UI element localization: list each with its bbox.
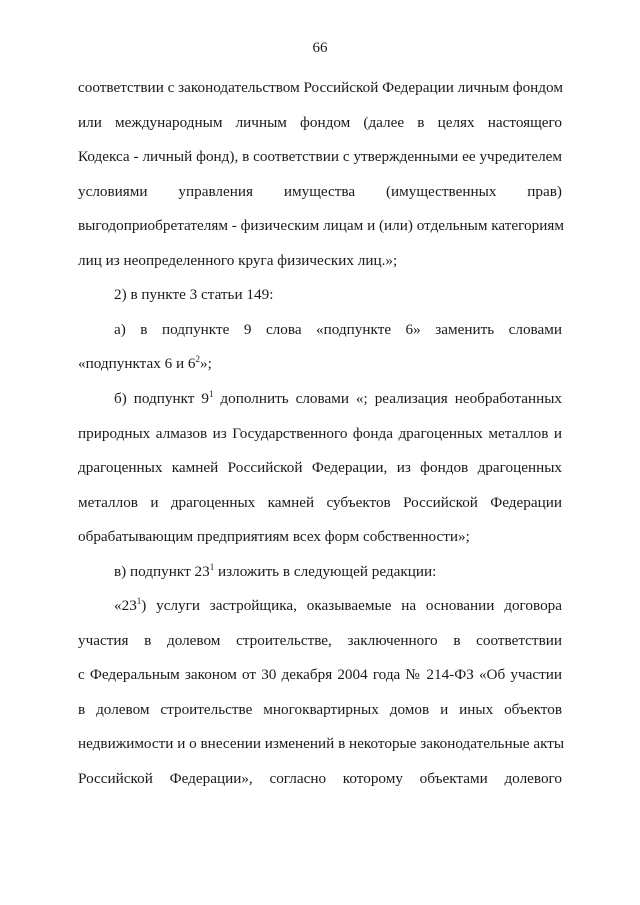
page-number: 66	[312, 40, 328, 56]
text-line	[78, 665, 562, 685]
text-line	[78, 78, 562, 98]
text-line-content: или международным личным фондом (далее в целях настоящего	[78, 113, 562, 131]
text-line-content: б) подпункт 9	[114, 389, 209, 407]
text-line-content: а) в подпункте 9 слова «подпункте 6» заменить словами	[114, 320, 562, 338]
text-line	[114, 596, 562, 616]
text-line	[78, 424, 562, 444]
text-line-content: обрабатывающим предприятиям всех форм собственности»;	[78, 528, 470, 546]
text-line-content: драгоценных камней Российской Федерации, из фондов драгоценных	[78, 459, 562, 476]
text-line-content: «подпунктах 6 и 6	[78, 355, 196, 373]
text-line-content: участия в долевом строительстве, заключенного в соответствии	[78, 631, 562, 649]
text-line	[78, 182, 562, 202]
text-line	[114, 389, 562, 409]
text-line-content: в) подпункт 23	[114, 562, 210, 580]
text-line	[78, 458, 562, 478]
superscript: 2	[195, 354, 200, 365]
text-line	[114, 562, 562, 582]
text-line-continuation: ) услуги застройщика, оказываемые на основании договора	[141, 597, 562, 615]
text-line-content: с Федеральным законом от 30 декабря 2004 года № 214-ФЗ «Об участии	[78, 666, 562, 684]
text-line	[78, 251, 562, 271]
superscript: 1	[136, 596, 142, 607]
text-line-content: Российской Федерации», согласно которому объектами долевого	[78, 770, 562, 787]
text-line	[78, 216, 562, 236]
text-line-content: «23	[114, 597, 137, 615]
text-line	[78, 527, 562, 547]
text-line-content: условиями управления имущества (имущественных прав)	[78, 182, 562, 200]
text-line-continuation: изложить в следующей редакции:	[214, 562, 437, 580]
text-line	[78, 354, 562, 374]
text-line	[78, 769, 562, 789]
text-line-content: соответствии с законодательством Российской Федерации личным фондом	[78, 79, 563, 96]
superscript: 1	[209, 561, 215, 572]
text-line-continuation: »;	[200, 355, 212, 373]
superscript: 1	[208, 388, 214, 399]
text-line-content: выгодоприобретателям - физическим лицам и (или) отдельным категориям	[78, 217, 564, 235]
text-line-continuation: дополнить словами «; реализация необработанных	[213, 389, 562, 407]
text-line	[78, 734, 565, 754]
text-line	[78, 147, 562, 167]
text-line-content: Кодекса - личный фонд), в соответствии с утвержденными ее учредителем	[78, 148, 562, 166]
text-line	[78, 113, 562, 133]
text-line	[78, 700, 562, 720]
text-line	[114, 320, 562, 340]
text-line	[114, 285, 562, 305]
text-line-content: природных алмазов из Государственного фонда драгоценных металлов и	[78, 424, 562, 442]
text-line-content: в долевом строительстве многоквартирных домов и иных объектов	[78, 700, 562, 718]
text-line-content: недвижимости и о внесении изменений в некоторые законодательные акты	[78, 735, 565, 753]
text-line-content: металлов и драгоценных камней субъектов Российской Федерации	[78, 493, 562, 511]
text-line	[78, 631, 562, 651]
text-line-content: 2) в пункте 3 статьи 149:	[114, 286, 274, 304]
text-line	[78, 493, 562, 513]
text-line-content: лиц из неопределенного круга физических лиц.»;	[78, 251, 398, 269]
